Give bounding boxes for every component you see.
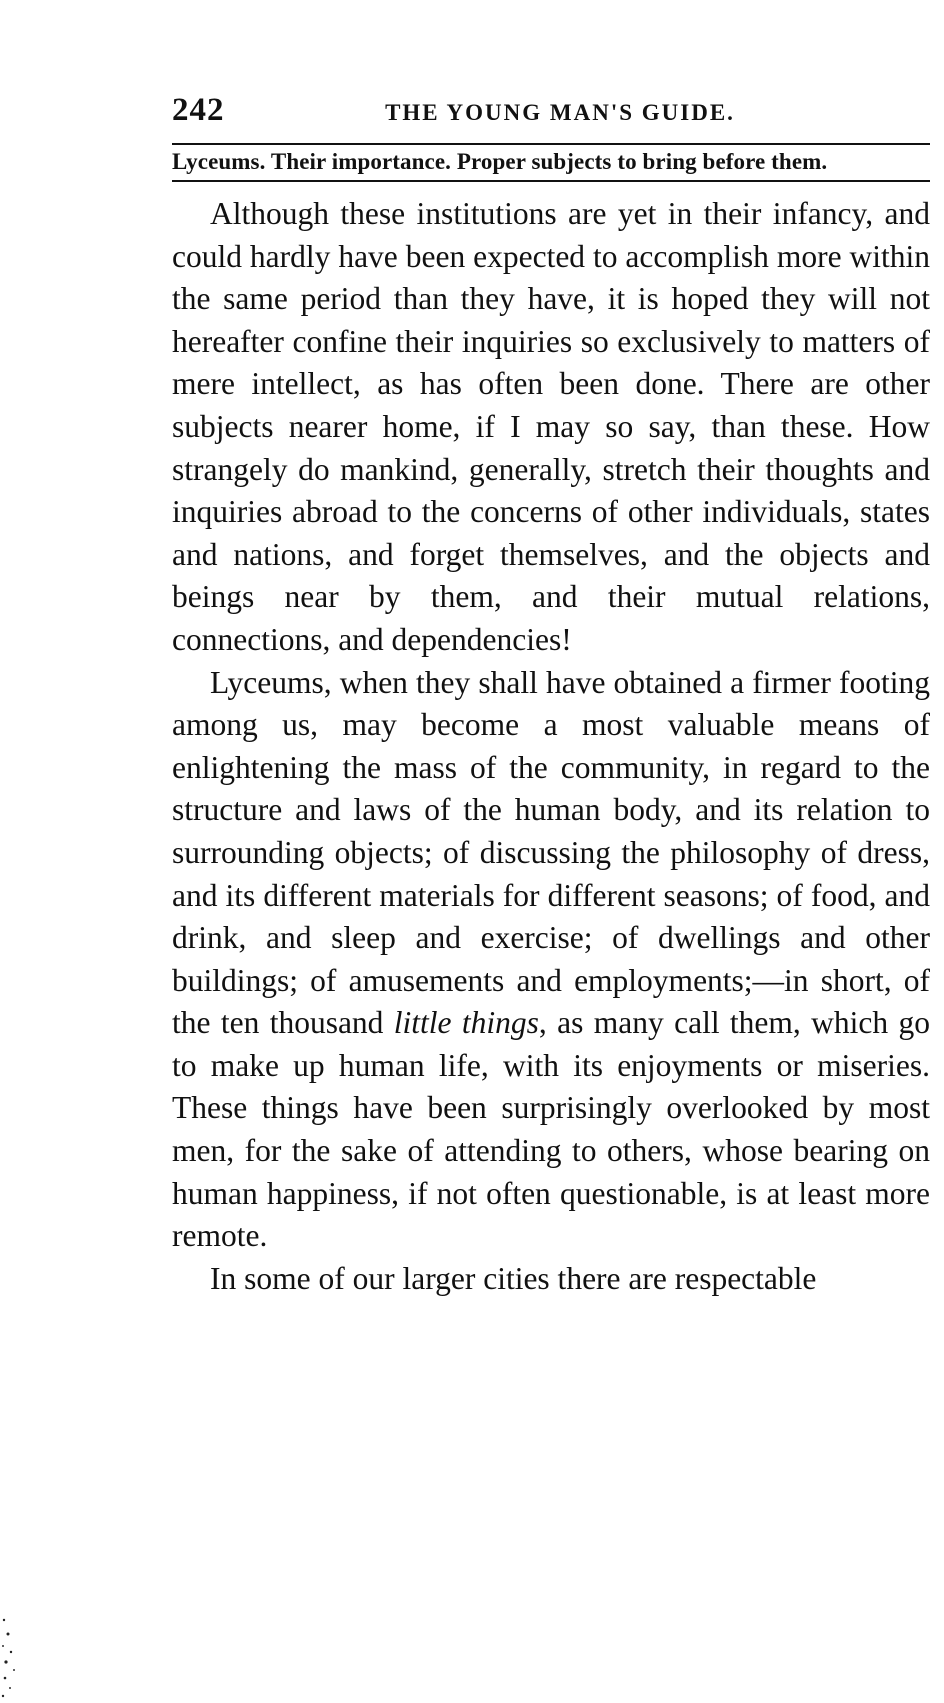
top-rule: [172, 143, 930, 145]
body-text: [172, 193, 930, 1300]
bottom-rule: [172, 180, 930, 182]
italic-phrase: little things: [393, 1005, 539, 1041]
paragraph-2: [172, 662, 930, 1258]
running-head: [172, 92, 928, 140]
running-title: THE YOUNG MAN'S GUIDE.: [385, 100, 735, 125]
paragraph-2-text-end: , as many call them, which go to make up human life, with its enjoyments or miseries. These things have been surprisingly overlooked by most men, for the sake of attending to others, whose bearing on human happiness, if not often questionable, is at least more remote.: [172, 1005, 930, 1254]
paragraph-1: Although these institutions are yet in their infancy, and could hardly have been expected to accomplish more within the same period than they have, it is hoped they will not hereafter confine their inquiries so exclusively to matters of mere intellect, as has often been done. There are other subjects nearer home, if I may so say, than these. How strangely do mankind, generally, stretch their thoughts and inquiries abroad to the concerns of other individuals, states and nations, and forget themselves, and the objects and beings near by them, and their mutual relations, connections, and dependencies!: [172, 196, 930, 657]
subject-line: Lyceums. Their importance. Proper subjects to bring before them.: [172, 149, 828, 174]
paragraph-3: In some of our larger cities there are respectable: [210, 1260, 817, 1296]
page-number: 242: [172, 92, 225, 128]
paragraph-2-text-start: Lyceums, when they shall have obtained a firmer footing among us, may become a most valuable means of enlightening the mass of the community, in regard to the structure and laws of the human body, and its relation to surrounding objects; of discussing the philosophy of dress, and its different materials for different seasons; of food, and drink, and sleep and exercise; of dwellings and other buildings; of amusements and employments;—in short, of the ten thousand: [172, 664, 930, 1041]
page-edge-specks: [0, 1600, 26, 1703]
